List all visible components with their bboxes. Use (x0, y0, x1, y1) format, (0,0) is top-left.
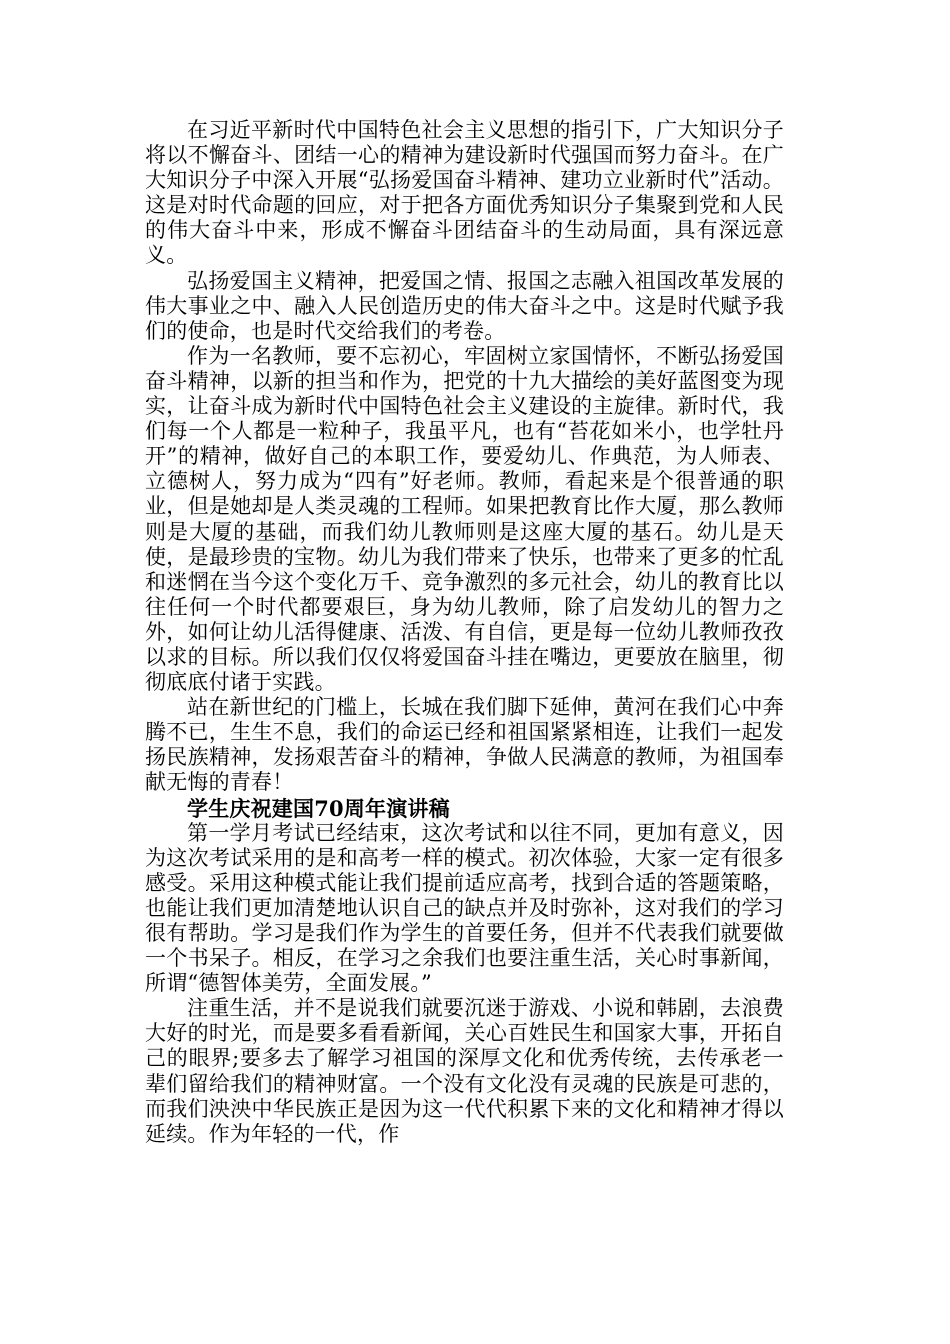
paragraph-6: 注重生活，并不是说我们就要沉迷于游戏、小说和韩剧，去浪费大好的时光，而是要多看看新闻，关心百姓民生和国家大事，开拓自己的眼界;要多去了解学习祖国的深厚文化和优秀传统，去传承老一辈们留给我们的精神财富。一个没有文化没有灵魂的民族是可悲的，而我们泱泱中华民族正是因为这一代代积累下来的文化和精神才得以延续。作为年轻的一代，作 (145, 996, 784, 1146)
paragraph-2: 弘扬爱国主义精神，把爱国之情、报国之志融入祖国改革发展的伟大事业之中、融入人民创造历史的伟大奋斗之中。这是时代赋予我们的使命，也是时代交给我们的考卷。 (145, 268, 784, 343)
paragraph-4: 站在新世纪的门槛上，长城在我们脚下延伸，黄河在我们心中奔腾不已，生生不息，我们的命运已经和祖国紧紧相连，让我们一起发扬民族精神，发扬艰苦奋斗的精神，争做人民满意的教师，为祖国奉献无悔的青春！ (145, 695, 784, 795)
paragraph-3: 作为一名教师，要不忘初心，牢固树立家国情怀，不断弘扬爱国奋斗精神，以新的担当和作为，把党的十九大描绘的美好蓝图变为现实，让奋斗成为新时代中国特色社会主义建设的主旋律。新时代，我们每一个人都是一粒种子，我虽平凡，也有“苔花如米小，也学牡丹开”的精神，做好自己的本职工作，要爱幼儿、作典范，为人师表、立德树人，努力成为“四有”好老师。教师，看起来是个很普通的职业，但是她却是人类灵魂的工程师。如果把教育比作大厦，那么教师则是大厦的基础，而我们幼儿教师则是这座大厦的基石。幼儿是天使，是最珍贵的宝物。幼儿为我们带来了快乐，也带来了更多的忙乱和迷惘在当今这个变化万千、竞争激烈的多元社会，幼儿的教育比以往任何一个时代都要艰巨，身为幼儿教师，除了启发幼儿的智力之外，如何让幼儿活得健康、活泼、有自信，更是每一位幼儿教师孜孜以求的目标。所以我们仅仅将爱国奋斗挂在嘴边，更要放在脑里，彻彻底底付诸于实践。 (145, 343, 784, 695)
section-heading: 学生庆祝建国70周年演讲稿 (187, 795, 450, 821)
document-page (145, 118, 784, 1147)
paragraph-5: 第一学月考试已经结束，这次考试和以往不同，更加有意义，因为这次考试采用的是和高考一样的模式。初次体验，大家一定有很多感受。采用这种模式能让我们提前适应高考，找到合适的答题策略，也能让我们更加清楚地认识自己的缺点并及时弥补，这对我们的学习很有帮助。学习是我们作为学生的首要任务，但并不代表我们就要做一个书呆子。相反，在学习之余我们也要注重生活，关心时事新闻，所谓“德智体美劳，全面发展。” (145, 820, 784, 996)
paragraph-1: 在习近平新时代中国特色社会主义思想的指引下，广大知识分子将以不懈奋斗、团结一心的精神为建设新时代强国而努力奋斗。在广大知识分子中深入开展“弘扬爱国奋斗精神、建功立业新时代”活动。这是对时代命题的回应，对于把各方面优秀知识分子集聚到党和人民的伟大奋斗中来，形成不懈奋斗团结奋斗的生动局面，具有深远意义。 (145, 118, 784, 268)
